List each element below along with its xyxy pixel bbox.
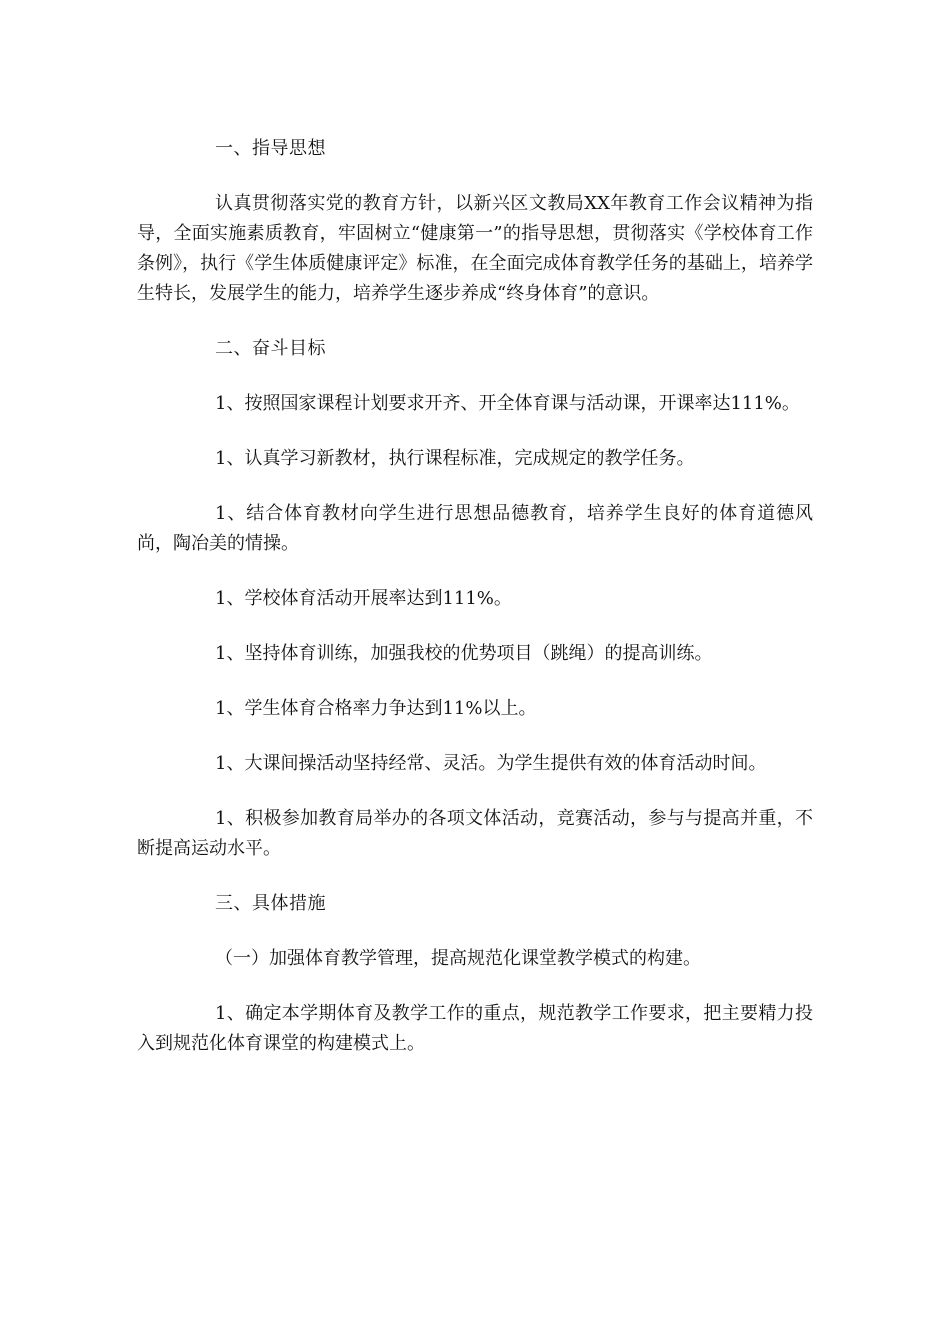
goal-item: 1、结合体育教材向学生进行思想品德教育，培养学生良好的体育道德风尚，陶冶美的情操。 (137, 503, 813, 554)
section-heading-guiding-ideology: 一、指导思想 (215, 138, 326, 159)
subsection-heading: （一）加强体育教学管理，提高规范化课堂教学模式的构建。 (215, 948, 701, 969)
paragraph-guiding-ideology: 认真贯彻落实党的教育方针，以新兴区文教局XX年教育工作会议精神为指导，全面实施素质教育，牢固树立“健康第一”的指导思想，贯彻落实《学校体育工作条例》，执行《学生体质健康评定》标准，在全面完成体育教学任务的基础上，培养学生特长，发展学生的能力，培养学生逐步养成“终身体育”的意识。 (137, 193, 813, 304)
document-body (137, 134, 813, 1084)
goal-item: 1、大课间操活动坚持经常、灵活。为学生提供有效的体育活动时间。 (215, 753, 767, 774)
section-heading-goals: 二、奋斗目标 (215, 338, 326, 359)
goal-item: 1、按照国家课程计划要求开齐、开全体育课与活动课，开课率达111%。 (215, 393, 800, 414)
goal-item: 1、认真学习新教材，执行课程标准，完成规定的教学任务。 (215, 448, 695, 469)
goal-item: 1、坚持体育训练，加强我校的优势项目（跳绳）的提高训练。 (215, 643, 713, 664)
measure-item: 1、确定本学期体育及教学工作的重点，规范教学工作要求，把主要精力投入到规范化体育课堂的构建模式上。 (137, 1003, 813, 1054)
goal-item: 1、学校体育活动开展率达到111%。 (215, 588, 512, 609)
goal-item: 1、积极参加教育局举办的各项文体活动，竞赛活动，参与与提高并重，不断提高运动水平。 (137, 808, 813, 859)
goal-item: 1、学生体育合格率力争达到11%以上。 (215, 698, 537, 719)
section-heading-measures: 三、具体措施 (215, 893, 326, 914)
